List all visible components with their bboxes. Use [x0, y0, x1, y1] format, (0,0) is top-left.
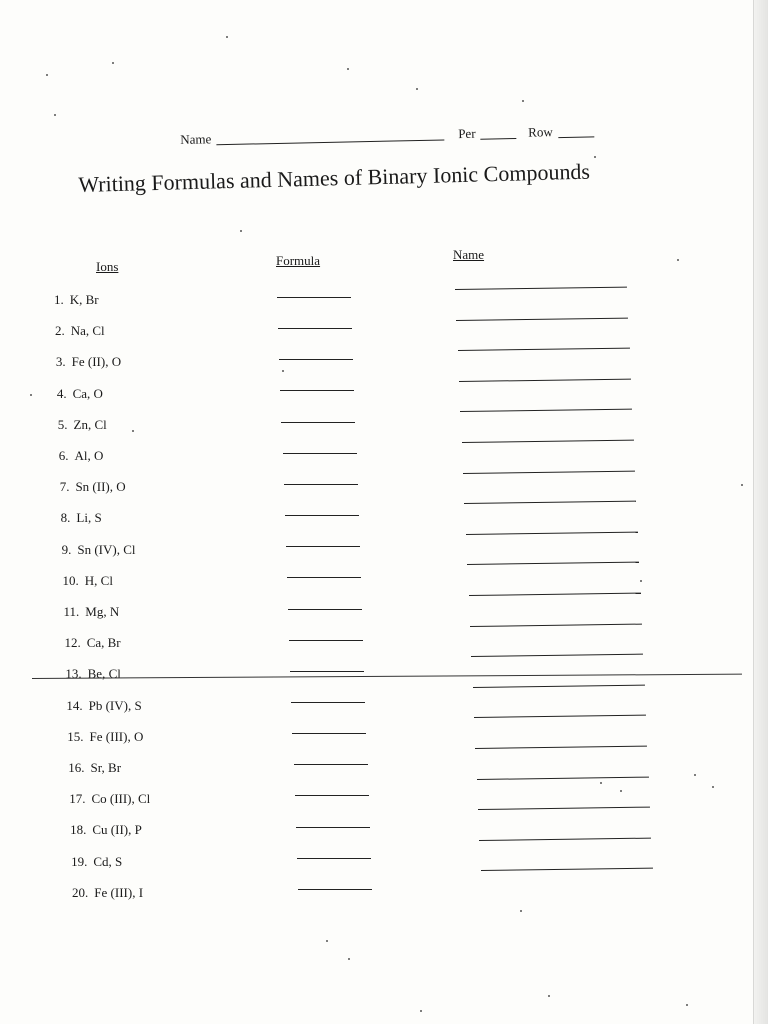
exercise-ions: Cu (II), P	[92, 822, 142, 838]
exercise-row	[70, 822, 142, 838]
formula-answer-blank[interactable]	[290, 671, 364, 672]
name-column-header: Name	[453, 247, 485, 262]
exercise-number: 20.	[72, 884, 89, 900]
scan-speck	[132, 430, 134, 432]
ions-column-header: Ions	[96, 259, 119, 274]
exercise-number: 6.	[58, 448, 69, 463]
section-divider	[32, 674, 742, 679]
exercise-number: 17.	[69, 791, 86, 807]
formula-answer-blank[interactable]	[288, 609, 362, 610]
period-label: Per	[458, 125, 476, 142]
exercise-ions: Cd, S	[93, 853, 123, 869]
exercise-number: 19.	[71, 853, 88, 869]
formula-answer-blank[interactable]	[294, 764, 368, 765]
scan-speck	[694, 774, 696, 776]
scan-speck	[282, 370, 284, 372]
formula-answer-blank[interactable]	[283, 453, 357, 454]
exercise-ions: Fe (III), I	[94, 884, 144, 900]
scan-speck	[548, 995, 550, 997]
exercise-number: 4.	[56, 385, 67, 401]
scan-speck	[30, 394, 32, 396]
exercise-number: 15.	[67, 728, 84, 744]
formula-answer-blank[interactable]	[296, 827, 370, 828]
exercise-ions: Mg, N	[85, 604, 120, 619]
formula-answer-blank[interactable]	[295, 795, 369, 796]
formula-answer-blank[interactable]	[285, 515, 359, 516]
exercise-row	[67, 729, 143, 745]
exercise-number: 13.	[65, 666, 82, 682]
scan-speck	[741, 484, 743, 486]
exercise-number: 3.	[55, 354, 66, 370]
exercise-ions: H, Cl	[84, 572, 113, 588]
scan-speck	[347, 68, 349, 70]
formula-answer-blank[interactable]	[277, 297, 351, 298]
name-blank[interactable]	[216, 139, 444, 145]
exercise-ions: Al, O	[74, 448, 104, 463]
scan-speck	[522, 100, 524, 102]
exercise-row	[58, 417, 107, 433]
name-answer-blank[interactable]	[481, 868, 653, 871]
exercise-row	[65, 666, 120, 682]
name-answer-blank[interactable]	[477, 776, 649, 779]
exercise-row	[68, 760, 121, 776]
exercise-row	[64, 635, 120, 651]
exercise-number: 16.	[68, 760, 85, 775]
scan-speck	[226, 36, 228, 38]
formula-answer-blank[interactable]	[298, 889, 372, 890]
exercise-row	[72, 885, 143, 901]
formula-answer-blank[interactable]	[279, 359, 353, 360]
name-answer-blank[interactable]	[458, 348, 630, 351]
exercise-row	[61, 510, 102, 526]
exercise-row	[55, 323, 105, 339]
exercise-row	[56, 354, 121, 370]
exercise-number: 9.	[61, 541, 72, 557]
name-answer-blank[interactable]	[462, 440, 634, 443]
row-label: Row	[528, 124, 553, 140]
exercise-number: 11.	[63, 604, 80, 619]
exercise-row	[57, 386, 103, 402]
formula-answer-blank[interactable]	[281, 422, 355, 423]
name-answer-blank[interactable]	[456, 317, 628, 320]
exercise-row	[63, 573, 113, 589]
scan-speck	[600, 782, 602, 784]
scan-speck	[54, 114, 56, 116]
name-answer-blank[interactable]	[470, 623, 642, 626]
name-answer-blank[interactable]	[460, 409, 632, 412]
formula-answer-blank[interactable]	[289, 640, 363, 641]
name-answer-blank[interactable]	[478, 807, 650, 810]
page-spine-shadow	[753, 0, 768, 1024]
exercise-ions: Pb (IV), S	[88, 697, 142, 713]
formula-answer-blank[interactable]	[280, 390, 354, 391]
exercise-ions: Fe (II), O	[71, 354, 122, 370]
name-answer-blank[interactable]	[475, 746, 647, 749]
scan-speck	[594, 156, 596, 158]
exercise-row	[62, 542, 136, 558]
worksheet-title: Writing Formulas and Names of Binary Ionic Compounds	[78, 158, 591, 197]
exercise-number: 18.	[70, 822, 87, 838]
exercise-row	[60, 479, 126, 495]
scan-speck	[686, 1004, 688, 1006]
scan-speck	[712, 786, 714, 788]
exercise-row	[66, 698, 141, 714]
exercise-ions: K, Br	[69, 292, 99, 307]
scan-speck	[112, 62, 114, 64]
name-answer-blank[interactable]	[471, 654, 643, 657]
scan-speck	[326, 940, 328, 942]
exercise-number: 8.	[60, 510, 71, 526]
name-answer-blank[interactable]	[479, 837, 651, 840]
exercise-ions: Zn, Cl	[73, 416, 107, 432]
exercise-row	[64, 604, 120, 620]
exercise-ions: Be, Cl	[87, 666, 121, 682]
scan-speck	[348, 958, 350, 960]
exercise-number: 10.	[62, 572, 79, 588]
exercise-ions: Fe (III), O	[89, 728, 144, 744]
name-answer-blank[interactable]	[468, 593, 640, 596]
name-answer-blank[interactable]	[455, 287, 627, 290]
exercise-ions: Li, S	[76, 510, 102, 526]
name-answer-blank[interactable]	[463, 470, 635, 473]
name-answer-blank[interactable]	[466, 531, 638, 534]
scan-speck	[240, 230, 242, 232]
scan-speck	[420, 1010, 422, 1012]
exercise-row	[59, 448, 104, 464]
exercise-number: 5.	[57, 416, 68, 432]
name-answer-blank[interactable]	[464, 501, 636, 504]
formula-answer-blank[interactable]	[292, 733, 366, 734]
exercise-row	[71, 854, 122, 870]
formula-answer-blank[interactable]	[291, 702, 365, 703]
exercise-ions: Ca, Br	[86, 635, 121, 651]
exercise-ions: Na, Cl	[70, 323, 105, 339]
name-answer-blank[interactable]	[474, 715, 646, 718]
exercise-ions: Sn (II), O	[75, 479, 126, 495]
exercise-number: 14.	[66, 697, 83, 713]
exercise-number: 7.	[59, 479, 70, 495]
exercise-number: 1.	[54, 292, 64, 307]
formula-answer-blank[interactable]	[278, 328, 352, 329]
formula-answer-blank[interactable]	[287, 577, 361, 578]
exercise-number: 12.	[64, 635, 81, 651]
scan-speck	[620, 790, 622, 792]
formula-answer-blank[interactable]	[297, 858, 371, 859]
name-answer-blank[interactable]	[459, 378, 631, 381]
exercise-ions: Ca, O	[72, 385, 103, 401]
name-label: Name	[180, 131, 212, 147]
scan-speck	[677, 259, 679, 261]
period-blank[interactable]	[480, 138, 516, 140]
exercise-row	[54, 292, 99, 308]
scan-speck	[416, 88, 418, 90]
scan-speck	[520, 910, 522, 912]
exercise-ions: Sr, Br	[90, 760, 122, 775]
scan-speck	[46, 74, 48, 76]
formula-column-header: Formula	[276, 253, 321, 268]
name-answer-blank[interactable]	[467, 562, 639, 565]
exercise-ions: Sn (IV), Cl	[77, 541, 136, 557]
student-info-header	[180, 117, 600, 150]
formula-answer-blank[interactable]	[286, 546, 360, 547]
exercise-row	[69, 791, 150, 807]
scan-speck	[640, 580, 642, 582]
name-answer-blank[interactable]	[473, 684, 645, 687]
formula-answer-blank[interactable]	[284, 484, 358, 485]
row-blank[interactable]	[558, 136, 594, 138]
exercise-number: 2.	[54, 323, 65, 339]
exercise-ions: Co (III), Cl	[91, 791, 151, 807]
